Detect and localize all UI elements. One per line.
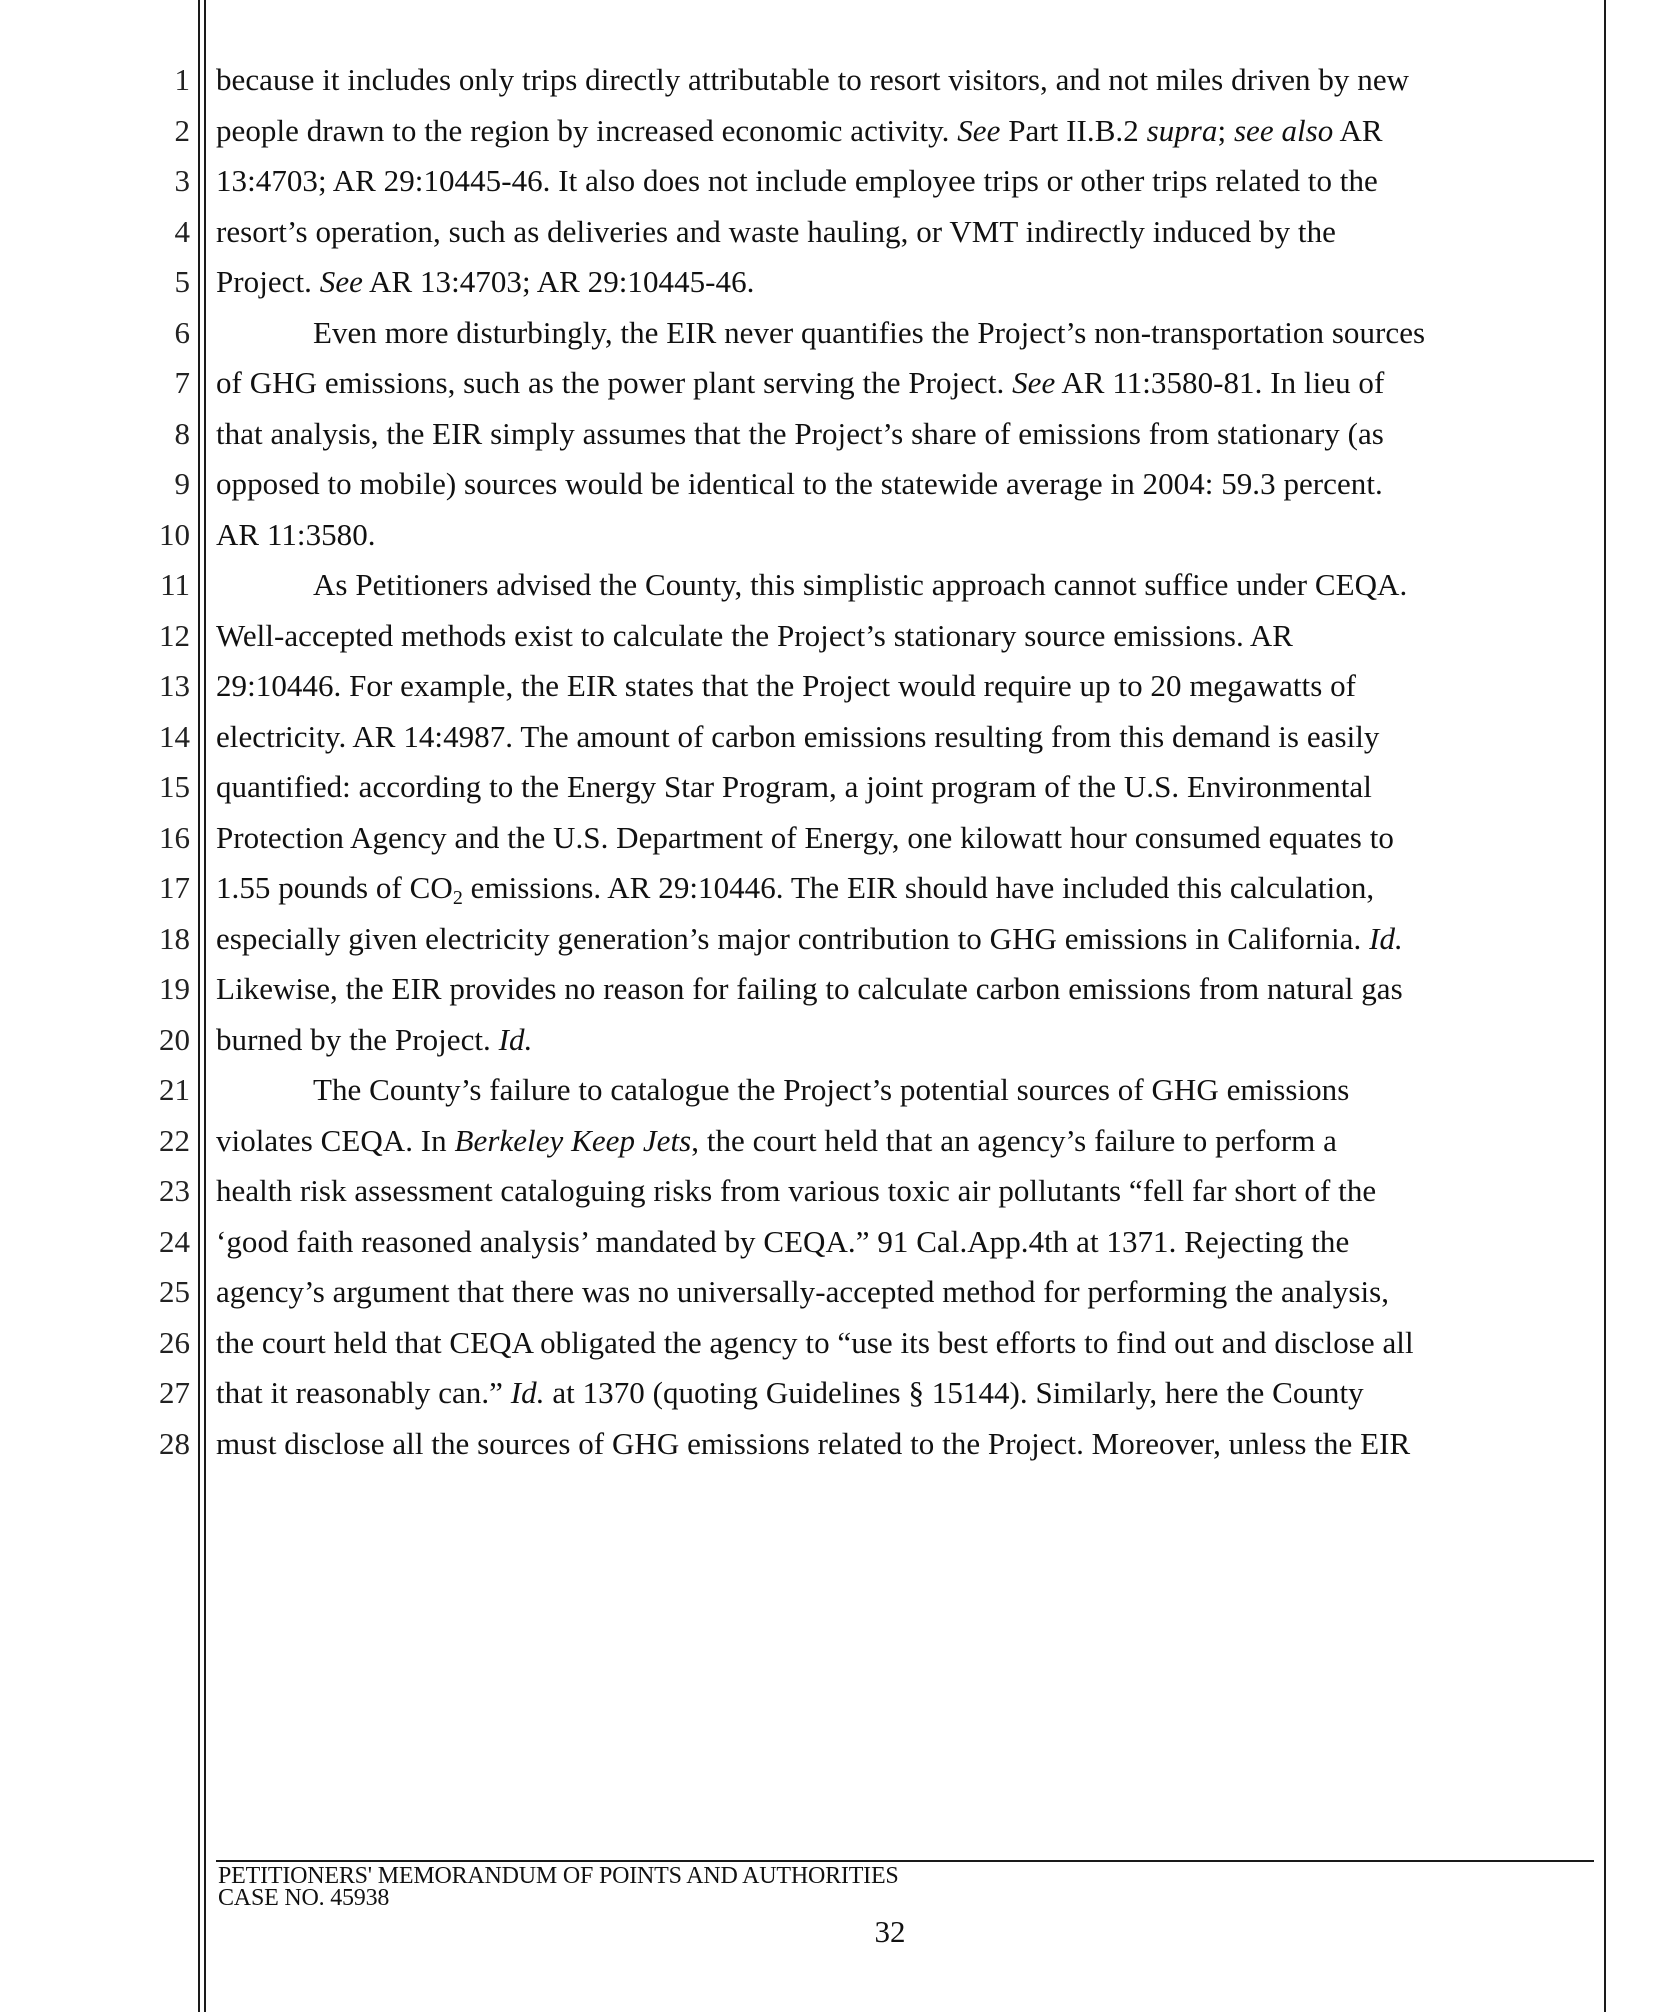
left-margin-rule — [198, 0, 200, 2012]
line-number: 26 — [159, 1324, 190, 1360]
text-line — [216, 767, 1596, 807]
italic-citation: See — [1012, 365, 1056, 400]
text-line — [216, 161, 1596, 201]
right-margin-rule — [1604, 0, 1606, 2012]
italic-citation: Id. — [1369, 920, 1403, 956]
text-line — [216, 1020, 1596, 1060]
italic-citation: see also — [1233, 112, 1334, 148]
text-segment: emissions. AR 29:10446. The EIR should have included this calculation, — [462, 870, 1375, 905]
text-segment: because it includes only trips directly attributable to resort visitors, and not miles driven by new — [216, 62, 1410, 97]
text-segment: opposed to mobile) sources would be identical to the statewide average in 2004: 59.3 percent. — [216, 466, 1383, 501]
line-number: 23 — [159, 1173, 190, 1208]
text-line — [216, 616, 1596, 656]
text-segment: that it reasonably can.” — [216, 1375, 511, 1410]
text-segment: violates CEQA. In — [216, 1122, 455, 1158]
line-number: 24 — [159, 1223, 190, 1259]
footer-case-number: CASE NO. 45938 — [218, 1885, 390, 1911]
line-number: 5 — [174, 264, 190, 299]
text-line — [216, 1424, 1596, 1464]
text-segment: health risk assessment cataloguing risks from various toxic air pollutants “fell far short of the — [216, 1173, 1377, 1208]
text-segment: Project. — [216, 264, 320, 299]
line-number: 12 — [159, 617, 190, 653]
text-line — [216, 414, 1596, 454]
text-segment: must disclose all the sources of GHG emissions related to the Project. Moreover, unless the EIR — [216, 1425, 1411, 1461]
line-number: 13 — [159, 668, 190, 703]
text-line — [216, 818, 1596, 858]
italic-citation: See — [957, 112, 1001, 148]
text-segment: Well-accepted methods exist to calculate the Project’s stationary source emissions. AR — [216, 617, 1294, 653]
text-segment: ‘good faith reasoned analysis’ mandated by CEQA.” 91 Cal.App.4th at 1371. Rejecting the — [216, 1223, 1350, 1259]
text-segment: 1.55 pounds of CO — [216, 870, 453, 905]
text-segment: electricity. AR 14:4987. The amount of carbon emissions resulting from this demand is easily — [216, 718, 1380, 754]
text-segment: 13:4703; AR 29:10445-46. It also does not include employee trips or other trips related to the — [216, 163, 1378, 198]
text-segment: of GHG emissions, such as the power plant serving the Project. — [216, 365, 1013, 400]
line-number: 6 — [174, 314, 190, 350]
text-segment: quantified: according to the Energy Star Program, a joint program of the U.S. Environmental — [216, 769, 1372, 804]
subscript: 2 — [452, 887, 463, 909]
line-number: 14 — [159, 718, 190, 754]
text-line — [216, 363, 1596, 403]
text-segment: The County’s failure to catalogue the Project’s potential sources of GHG emissions — [313, 1072, 1350, 1107]
text-line — [216, 565, 1596, 605]
text-segment: at 1370 (quoting Guidelines § 15144). Similarly, here the County — [544, 1375, 1364, 1410]
text-segment: agency’s argument that there was no universally-accepted method for performing the analysis, — [216, 1274, 1390, 1309]
text-segment: As Petitioners advised the County, this simplistic approach cannot suffice under CEQA. — [313, 567, 1408, 602]
text-line — [216, 666, 1596, 706]
line-number: 10 — [159, 516, 190, 552]
line-number: 20 — [159, 1021, 190, 1057]
text-segment: ; — [1217, 112, 1234, 148]
text-line — [216, 515, 1596, 555]
line-number: 2 — [174, 112, 190, 148]
italic-citation: Berkeley Keep Jets — [454, 1122, 692, 1158]
text-line — [216, 313, 1596, 353]
text-segment: AR 13:4703; AR 29:10445-46. — [362, 264, 755, 299]
text-segment: the court held that CEQA obligated the agency to “use its best efforts to find out and disclose all — [216, 1324, 1414, 1360]
line-number: 19 — [159, 971, 190, 1006]
text-line — [216, 212, 1596, 252]
text-segment: Likewise, the EIR provides no reason for failing to calculate carbon emissions from natural gas — [216, 971, 1403, 1006]
line-number: 16 — [159, 819, 190, 855]
text-segment: Even more disturbingly, the EIR never quantifies the Project’s non-transportation sources — [313, 314, 1426, 350]
footer-rule — [216, 1860, 1594, 1862]
text-segment: AR — [1333, 112, 1383, 148]
text-segment: Protection Agency and the U.S. Department of Energy, one kilowatt hour consumed equates to — [216, 819, 1394, 855]
text-line — [216, 262, 1596, 302]
text-segment: Part II.B.2 — [1000, 112, 1147, 148]
text-segment: people drawn to the region by increased economic activity. — [216, 112, 958, 148]
italic-citation: See — [319, 264, 363, 299]
line-number: 28 — [159, 1425, 190, 1461]
text-segment: burned by the Project. — [216, 1021, 499, 1057]
text-line — [216, 60, 1596, 100]
line-number: 27 — [159, 1375, 190, 1410]
text-line — [216, 1272, 1596, 1312]
line-number: 21 — [159, 1072, 190, 1107]
text-segment: , the court held that an agency’s failure to perform a — [691, 1122, 1337, 1158]
text-segment: 29:10446. For example, the EIR states that the Project would require up to 20 megawatts of — [216, 668, 1357, 703]
line-number: 1 — [174, 62, 190, 97]
line-number: 11 — [160, 567, 190, 602]
text-segment: especially given electricity generation’s major contribution to GHG emissions in California. — [216, 920, 1370, 956]
text-segment: resort’s operation, such as deliveries and waste hauling, or VMT indirectly induced by the — [216, 213, 1336, 249]
left-margin-rule-inner — [204, 0, 206, 2012]
italic-citation: Id. — [510, 1375, 545, 1410]
text-line — [216, 1222, 1596, 1262]
page-number: 32 — [874, 1914, 906, 1949]
text-line — [216, 1070, 1596, 1110]
text-line — [216, 1121, 1596, 1161]
line-number: 3 — [174, 163, 190, 198]
text-line — [216, 868, 1596, 908]
text-line — [216, 717, 1596, 757]
line-number: 18 — [159, 920, 190, 956]
line-number: 9 — [174, 466, 190, 501]
footer-document-title: PETITIONERS' MEMORANDUM OF POINTS AND AUTHORITIES — [218, 1863, 899, 1889]
text-segment: AR 11:3580-81. In lieu of — [1055, 365, 1385, 400]
text-line — [216, 1323, 1596, 1363]
italic-citation: Id. — [498, 1021, 533, 1057]
line-number: 25 — [159, 1274, 190, 1309]
text-line — [216, 1171, 1596, 1211]
text-segment: that analysis, the EIR simply assumes that the Project’s share of emissions from stationary (as — [216, 415, 1384, 451]
text-line — [216, 919, 1596, 959]
line-number: 7 — [174, 365, 190, 400]
text-line — [216, 464, 1596, 504]
text-line — [216, 111, 1596, 151]
italic-citation: supra — [1146, 112, 1218, 148]
text-line — [216, 1373, 1596, 1413]
line-number: 15 — [159, 769, 190, 804]
text-line — [216, 969, 1596, 1009]
line-number: 17 — [159, 870, 190, 905]
text-segment: AR 11:3580. — [216, 516, 376, 552]
line-number: 8 — [174, 415, 190, 451]
line-number: 4 — [174, 213, 190, 249]
line-number: 22 — [159, 1122, 190, 1158]
